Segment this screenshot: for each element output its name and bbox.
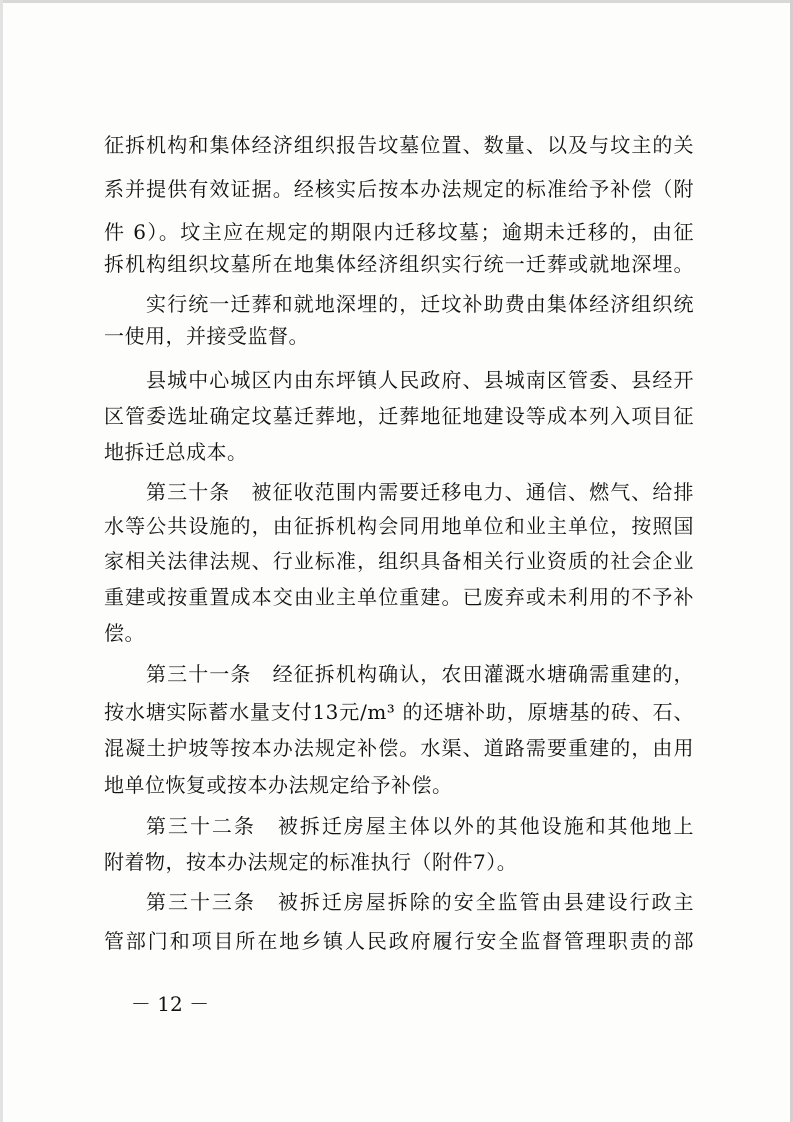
text-line: 第三十二条 被拆迁房屋主体以外的其他设施和其他地上 [146,814,694,838]
text-line: 第三十条 被征收范围内需要迁移电力、通信、燃气、给排 [146,480,694,504]
text-line: 混凝土护坡等按本办法规定补偿。水渠、道路需要重建的，由用 [104,736,694,760]
text-line: 拆机构组织坟墓所在地集体经济组织实行统一迁葬或就地深埋。 [104,252,694,276]
text-line: 家相关法律法规、行业标准，组织具备相关行业资质的社会企业 [104,549,694,573]
text-line: 地拆迁总成本。 [104,440,248,464]
text-line: 附着物，按本办法规定的标准执行（附件7）。 [104,850,518,874]
text-line: 一使用，并接受监督。 [104,324,309,348]
text-line: 按水塘实际蓄水量支付13元/m³ 的还塘补助，原塘基的砖、石、 [104,700,694,724]
text-line: 系并提供有效证据。经核实后按本办法规定的标准给予补偿（附 [104,177,694,201]
text-line: 区管委选址确定坟墓迁葬地，迁葬地征地建设等成本列入项目征 [104,404,694,428]
text-line: 县城中心城区内由东坪镇人民政府、县城南区管委、县经开 [146,368,694,392]
text-line: 件 6）。坟主应在规定的期限内迁移坟墓；逾期未迁移的，由征 [104,220,694,244]
text-line: 水等公共设施的，由征拆机构会同用地单位和业主单位，按照国 [104,514,694,538]
text-line: 第三十三条 被拆迁房屋拆除的安全监管由县建设行政主 [146,890,694,914]
scan-edge-left [0,0,3,1122]
text-line: 第三十一条 经征拆机构确认，农田灌溉水塘确需重建的， [146,662,694,686]
text-line: 偿。 [104,621,145,645]
text-line: 地单位恢复或按本办法规定给予补偿。 [104,773,453,797]
text-line: 实行统一迁葬和就地深埋的，迁坟补助费由集体经济组织统 [146,292,694,316]
text-line: 征拆机构和集体经济组织报告坟墓位置、数量、以及与坟主的关 [104,133,694,157]
text-line: 重建或按重置成本交由业主单位重建。已废弃或未利用的不予补 [104,585,694,609]
text-line: 管部门和项目所在地乡镇人民政府履行安全监督管理职责的部 [104,929,694,953]
scan-edge-top [0,0,793,3]
page-number: － 12 － [130,992,210,1016]
